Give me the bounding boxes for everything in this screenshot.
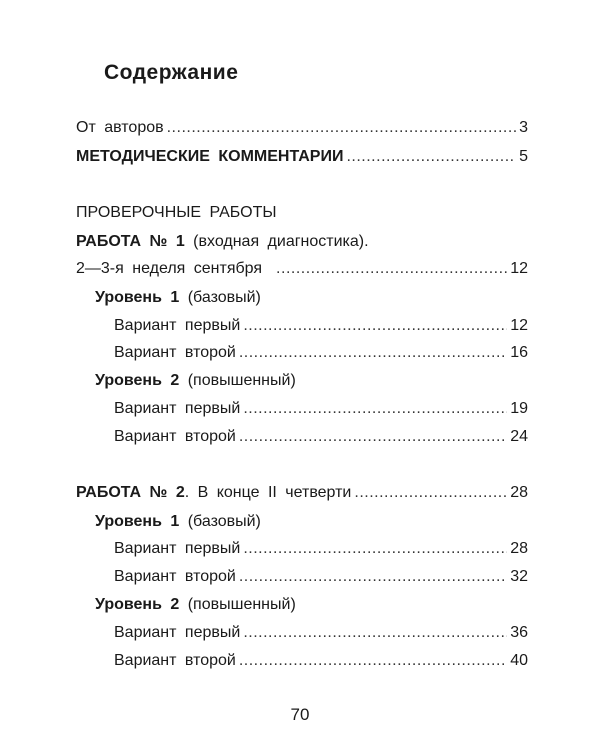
toc-entry-label: Вариант первый [114, 624, 241, 641]
work1-subtitle: (входная диагностика). [193, 233, 369, 250]
work2-level1-heading [95, 512, 261, 532]
level-subtitle: (повышенный) [187, 372, 296, 389]
toc-entry-w2-l2-v1[interactable] [114, 623, 528, 643]
toc-entry-w1-l1-v1[interactable] [114, 316, 528, 336]
toc-entry-label [76, 483, 351, 503]
toc-leader-dots [239, 567, 507, 587]
section-heading: ПРОВЕРОЧНЫЕ РАБОТЫ [76, 204, 277, 221]
toc-entry-label: Вариант второй [114, 652, 236, 669]
toc-entry-w1-l2-v1[interactable] [114, 399, 528, 419]
toc-leader-dots [239, 427, 507, 447]
toc-entry-label: МЕТОДИЧЕСКИЕ КОММЕНТАРИИ [76, 148, 344, 165]
toc-leader-dots [243, 623, 507, 643]
toc-page-number: 24 [510, 428, 528, 445]
toc-leader-dots [243, 399, 507, 419]
toc-entry-label: Вариант первый [114, 317, 241, 334]
toc-page-number: 5 [519, 148, 528, 165]
toc-entry-work2[interactable] [76, 483, 528, 503]
toc-entry-work1[interactable] [76, 259, 528, 279]
work1-level1-heading [95, 288, 261, 308]
toc-entry-label: От авторов [76, 119, 164, 136]
toc-leader-dots [243, 316, 507, 336]
toc-page-number: 12 [510, 317, 528, 334]
toc-leader-dots [239, 651, 507, 671]
toc-page-number: 3 [519, 119, 528, 136]
toc-entry-w1-l1-v2[interactable] [114, 343, 528, 363]
level-title: Уровень 2 [95, 596, 180, 613]
level-subtitle: (повышенный) [187, 596, 296, 613]
toc-page-number: 16 [510, 344, 528, 361]
toc-entry-ot-avtorov[interactable] [76, 118, 528, 138]
work2-subtitle: . В конце II четверти [184, 484, 352, 501]
page-title: Содержание [104, 61, 239, 84]
toc-entry-label: Вариант первый [114, 540, 241, 557]
toc-entry-w2-l2-v2[interactable] [114, 651, 528, 671]
level-subtitle: (базовый) [187, 513, 261, 530]
level-subtitle: (базовый) [187, 289, 261, 306]
work1-level2-heading [95, 371, 296, 391]
level-title: Уровень 1 [95, 289, 180, 306]
toc-entry-w1-l2-v2[interactable] [114, 427, 528, 447]
toc-page-number: 19 [510, 400, 528, 417]
toc-entry-label: 2—3-я неделя сентября [76, 260, 263, 277]
toc-entry-label: Вариант второй [114, 428, 236, 445]
toc-entry-label: Вариант второй [114, 344, 236, 361]
toc-entry-label: Вариант второй [114, 568, 236, 585]
toc-entry-label: Вариант первый [114, 400, 241, 417]
toc-leader-dots [243, 539, 507, 559]
toc-leader-dots [239, 343, 507, 363]
toc-leader-dots [276, 259, 507, 279]
toc-leader-dots [346, 147, 516, 167]
level-title: Уровень 2 [95, 372, 180, 389]
toc-leader-dots [354, 483, 507, 503]
work2-level2-heading [95, 595, 296, 615]
toc-page-number: 28 [510, 540, 528, 557]
toc-entry-w2-l1-v2[interactable] [114, 567, 528, 587]
work1-title: РАБОТА № 1 [76, 233, 185, 250]
work1-heading [76, 232, 369, 252]
toc-page-number: 32 [510, 568, 528, 585]
page-number: 70 [290, 705, 310, 724]
level-title: Уровень 1 [95, 513, 180, 530]
toc-entry-metod[interactable] [76, 147, 528, 167]
toc-page-number: 28 [510, 484, 528, 501]
toc-page-number: 12 [510, 260, 528, 277]
toc-page-number: 36 [510, 624, 528, 641]
toc-page-number: 40 [510, 652, 528, 669]
toc-entry-w2-l1-v1[interactable] [114, 539, 528, 559]
work2-title: РАБОТА № 2 [76, 484, 185, 501]
toc-leader-dots [167, 118, 516, 138]
